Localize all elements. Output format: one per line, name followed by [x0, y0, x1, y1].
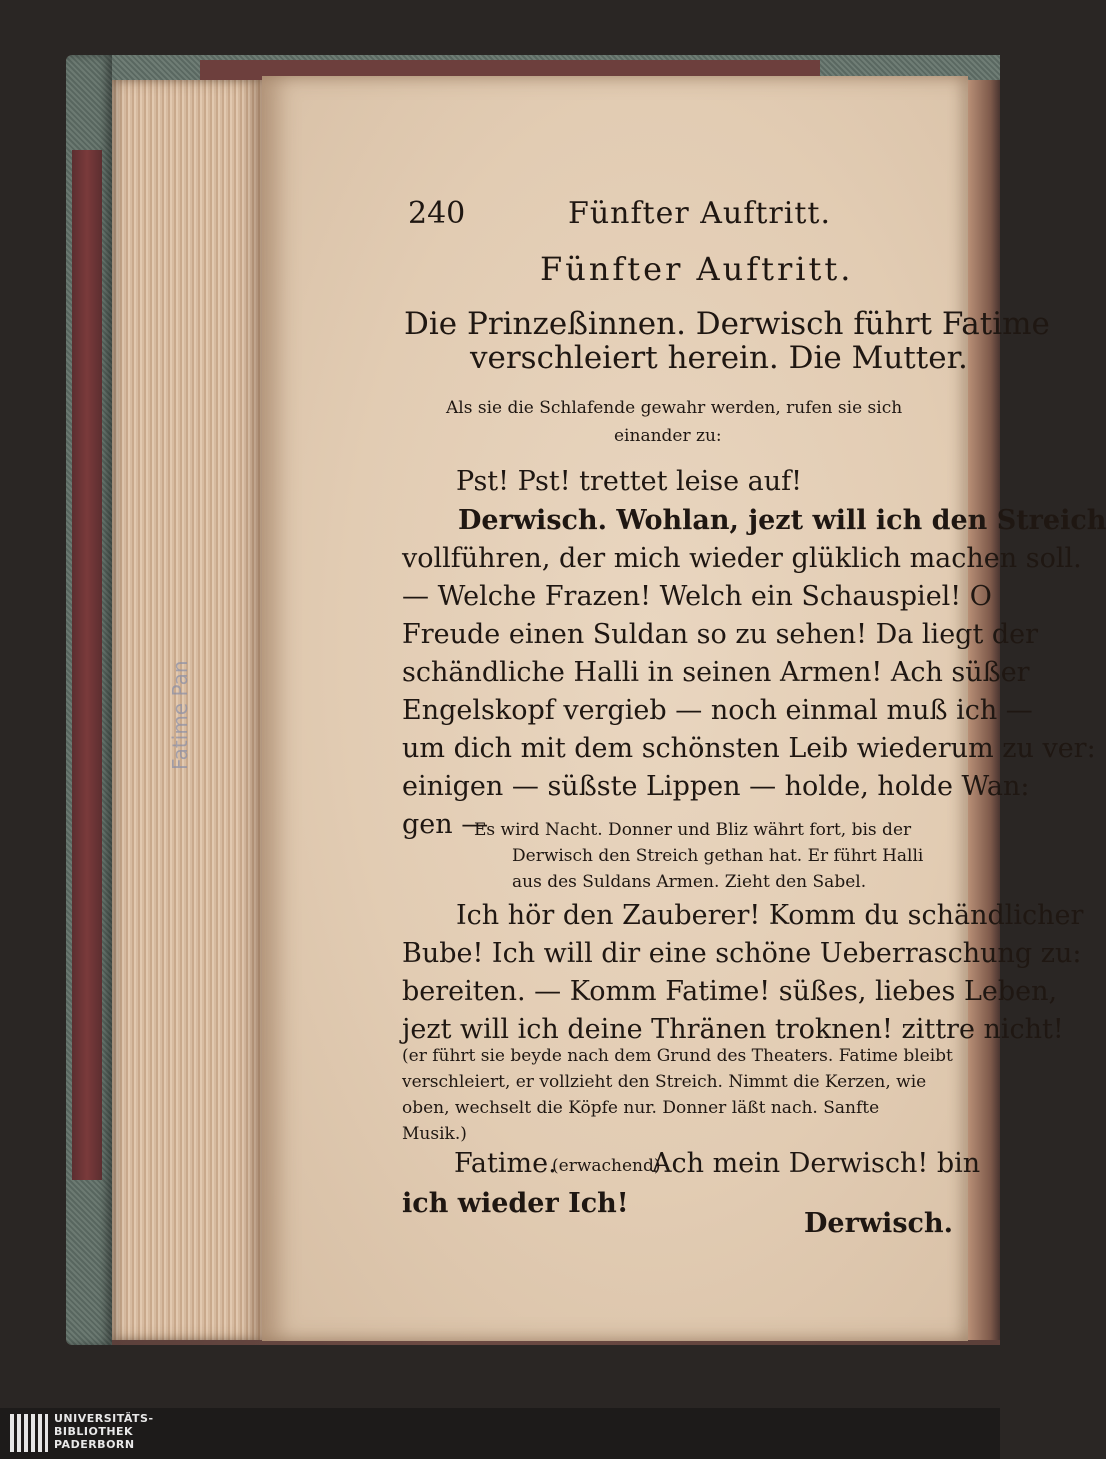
running-title: Fünfter Auftritt.: [568, 196, 831, 231]
pencil-margin-note: Fatime Pan: [168, 660, 192, 770]
stage-direction-3-line-2: verschleiert, er vollzieht den Streich. Nimmt die Kerzen, wie: [402, 1072, 927, 1092]
text-line-13: bereiten. — Komm Fatime! süßes, liebes Leben,: [402, 976, 1058, 1007]
text-line-1: Pst! Pst! trettet leise auf!: [456, 466, 803, 497]
heading-line-1: Die Prinzeßinnen. Derwisch führt Fatime: [404, 306, 1050, 342]
stage-direction-1-line-1: Als sie die Schlafende gewahr werden, rufen sie sich: [446, 398, 903, 418]
text-line-16: ich wieder Ich!: [402, 1188, 629, 1219]
text-line-15: Ach mein Derwisch! bin: [652, 1148, 981, 1179]
stage-direction-3-line-4: Musik.): [402, 1124, 467, 1144]
stage-direction-3-line-1: (er führt sie beyde nach dem Grund des Theaters. Fatime bleibt: [402, 1046, 953, 1066]
stage-direction-inline: (erwachend): [552, 1156, 661, 1176]
catchword: Derwisch.: [804, 1208, 953, 1239]
library-name-line-3: PADERBORN: [54, 1438, 135, 1451]
library-logo-icon: [10, 1414, 48, 1452]
text-line-9: einigen — süßste Lippen — holde, holde Wan:: [402, 771, 1030, 802]
text-line-11: Ich hör den Zauberer! Komm du schändlicher: [456, 900, 1084, 931]
heading-line-2: verschleiert herein. Die Mutter.: [470, 340, 968, 376]
book-cover-band: [72, 150, 102, 1180]
stage-direction-2-line-3: aus des Suldans Armen. Zieht den Sabel.: [512, 872, 867, 892]
text-line-5: Freude einen Suldan so zu sehen! Da liegt der: [402, 619, 1039, 650]
speaker-fatime: Fatime.: [454, 1148, 557, 1179]
text-line-2: Derwisch. Wohlan, jezt will ich den Streich: [458, 505, 1106, 536]
library-name-line-1: UNIVERSITÄTS-: [54, 1412, 154, 1425]
text-line-8: um dich mit dem schönsten Leib wiederum zu ver:: [402, 733, 1096, 764]
text-line-6: schändliche Halli in seinen Armen! Ach süßer: [402, 657, 1030, 688]
text-line-3: vollführen, der mich wieder glüklich machen soll.: [402, 543, 1082, 574]
stage-direction-1-line-2: einander zu:: [614, 426, 722, 446]
stage-direction-2-line-1: Es wird Nacht. Donner und Bliz währt fort, bis der: [474, 820, 912, 840]
text-line-10: gen —: [402, 809, 489, 840]
text-line-14: jezt will ich deine Thränen troknen! zittre nicht!: [402, 1014, 1064, 1045]
library-name-line-2: BIBLIOTHEK: [54, 1425, 134, 1438]
stage-direction-2-line-2: Derwisch den Streich gethan hat. Er führt Halli: [512, 846, 924, 866]
text-line-7: Engelskopf vergieb — noch einmal muß ich —: [402, 695, 1033, 726]
scene-title: Fünfter Auftritt.: [540, 250, 854, 288]
page-number: 240: [408, 196, 466, 231]
stage-direction-3-line-3: oben, wechselt die Köpfe nur. Donner läßt nach. Sanfte: [402, 1098, 880, 1118]
text-line-12: Bube! Ich will dir eine schöne Ueberraschung zu:: [402, 938, 1082, 969]
text-line-4: — Welche Frazen! Welch ein Schauspiel! O: [402, 581, 992, 612]
